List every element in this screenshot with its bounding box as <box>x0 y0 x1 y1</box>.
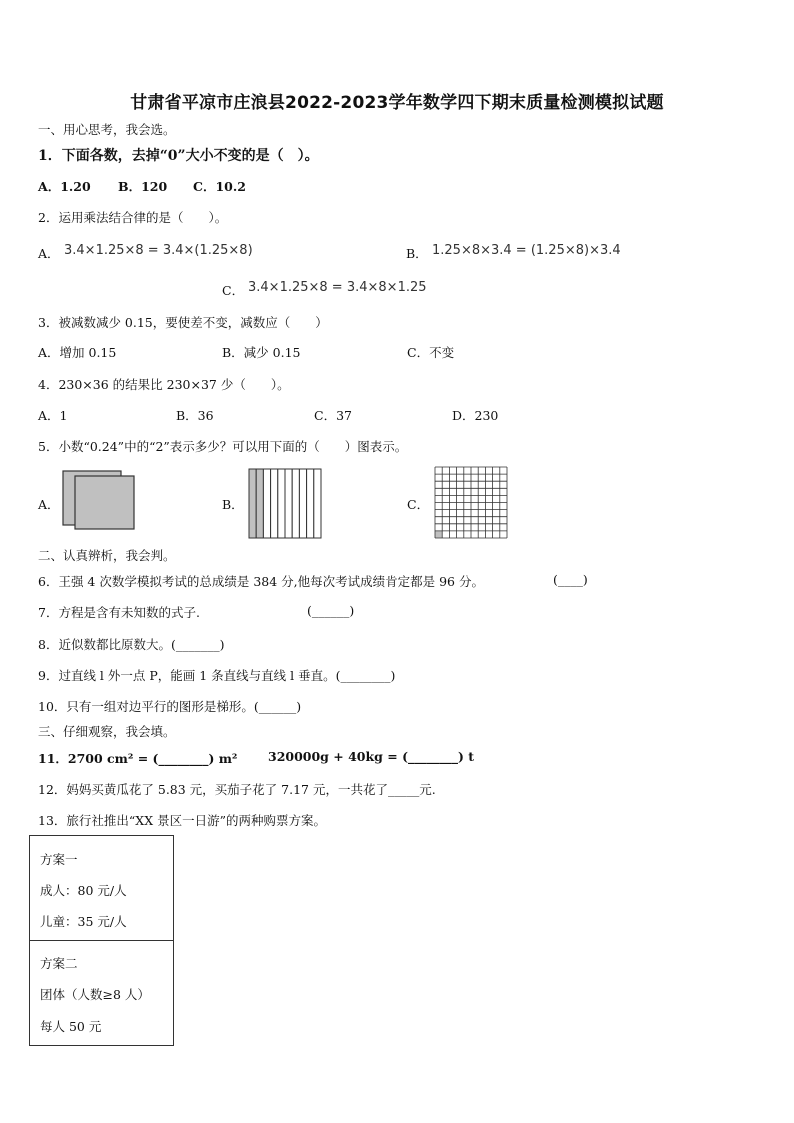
q6-answer-blank[interactable]: (____) <box>553 572 588 587</box>
shaded-cell <box>435 531 442 538</box>
q2-option-a-label: A． <box>38 246 60 261</box>
q7-answer-blank[interactable]: (______) <box>307 603 355 618</box>
strip-cell <box>249 469 256 538</box>
plan-1-adult-price: 成人：80 元/人 <box>40 883 127 898</box>
q4-option-a: A．1 <box>38 408 68 423</box>
strip-cell <box>285 469 292 538</box>
q5-figure-c <box>434 466 509 540</box>
plan-2-price: 每人 50 元 <box>40 1019 102 1034</box>
question-12-stem: 12．妈妈买黄瓜花了 5.83 元，买茄子花了 7.17 元，一共花了_____元. <box>38 782 436 797</box>
question-5-stem: 5．小数“0.24”中的“2”表示多少？可以用下面的（ ）图表示。 <box>38 439 408 454</box>
q5-figure-b <box>248 468 324 540</box>
q1-option-c: C．10.2 <box>193 179 246 194</box>
q4-option-c: C．37 <box>314 408 352 423</box>
q5-option-a-label: A． <box>38 497 60 512</box>
q5-option-b-label: B． <box>222 497 244 512</box>
strip-cell <box>256 469 263 538</box>
section-heading-1: 一、用心思考，我会选。 <box>38 122 176 137</box>
question-11-part1: 11．2700 cm² = (________) m² <box>38 751 238 766</box>
q3-option-b: B．减少 0.15 <box>222 345 301 360</box>
q2-option-a-expression: 3.4×1.25×8 = 3.4×(1.25×8) <box>64 243 253 258</box>
page-title: 甘肃省平凉市庄浪县2022-2023学年数学四下期末质量检测模拟试题 <box>130 93 664 113</box>
plan-2-group-condition: 团体（人数≥8 人） <box>40 987 150 1002</box>
plan-divider <box>30 940 173 941</box>
q2-option-c-expression: 3.4×1.25×8 = 3.4×8×1.25 <box>248 280 427 295</box>
q2-option-c-label: C． <box>222 283 245 298</box>
question-8-stem: 8．近似数都比原数大。(_______) <box>38 637 225 652</box>
question-9-stem: 9．过直线 l 外一点 P，能画 1 条直线与直线 l 垂直。(________) <box>38 668 396 683</box>
strip-cell <box>307 469 314 538</box>
plan-1-child-price: 儿童：35 元/人 <box>40 914 127 929</box>
strip-cell <box>299 469 306 538</box>
q4-option-d: D．230 <box>452 408 499 423</box>
question-1-stem: 1．下面各数，去掉“0”大小不变的是（ ）。 <box>38 148 319 164</box>
q2-option-b-label: B． <box>406 246 428 261</box>
question-6-stem: 6．王强 4 次数学模拟考试的总成绩是 384 分,他每次考试成绩肯定都是 96 分。 <box>38 574 484 589</box>
question-3-stem: 3．被减数减少 0.15，要使差不变，减数应（ ） <box>38 315 328 330</box>
q5-figure-a <box>62 470 137 530</box>
q1-option-a: A．1.20 <box>38 179 91 194</box>
plan-1-title: 方案一 <box>40 852 78 867</box>
question-11-part2: 320000g + 40kg = (________) t <box>268 749 475 764</box>
question-13-stem: 13．旅行社推出“XX 景区一日游”的两种购票方案。 <box>38 813 326 828</box>
q4-option-b: B．36 <box>176 408 214 423</box>
ticket-plans-box <box>29 835 174 1046</box>
strip-cell <box>314 469 321 538</box>
strip-cell <box>292 469 299 538</box>
strip-cell <box>271 469 278 538</box>
question-2-stem: 2．运用乘法结合律的是（ ）。 <box>38 210 228 225</box>
q3-option-c: C．不变 <box>407 345 455 360</box>
q3-option-a: A．增加 0.15 <box>38 345 117 360</box>
section-heading-3: 三、仔细观察，我会填。 <box>38 724 176 739</box>
question-7-stem: 7．方程是含有未知数的式子. <box>38 605 200 620</box>
question-4-stem: 4．230×36 的结果比 230×37 少（ ）。 <box>38 377 290 392</box>
q1-option-b: B．120 <box>118 179 168 194</box>
plan-2-title: 方案二 <box>40 956 78 971</box>
question-10-stem: 10．只有一组对边平行的图形是梯形。(______) <box>38 699 302 714</box>
q2-option-b-expression: 1.25×8×3.4 = (1.25×8)×3.4 <box>432 243 621 258</box>
strip-cell <box>278 469 285 538</box>
strip-cell <box>263 469 270 538</box>
section-heading-2: 二、认真辨析，我会判。 <box>38 548 176 563</box>
q5-option-c-label: C． <box>407 497 430 512</box>
